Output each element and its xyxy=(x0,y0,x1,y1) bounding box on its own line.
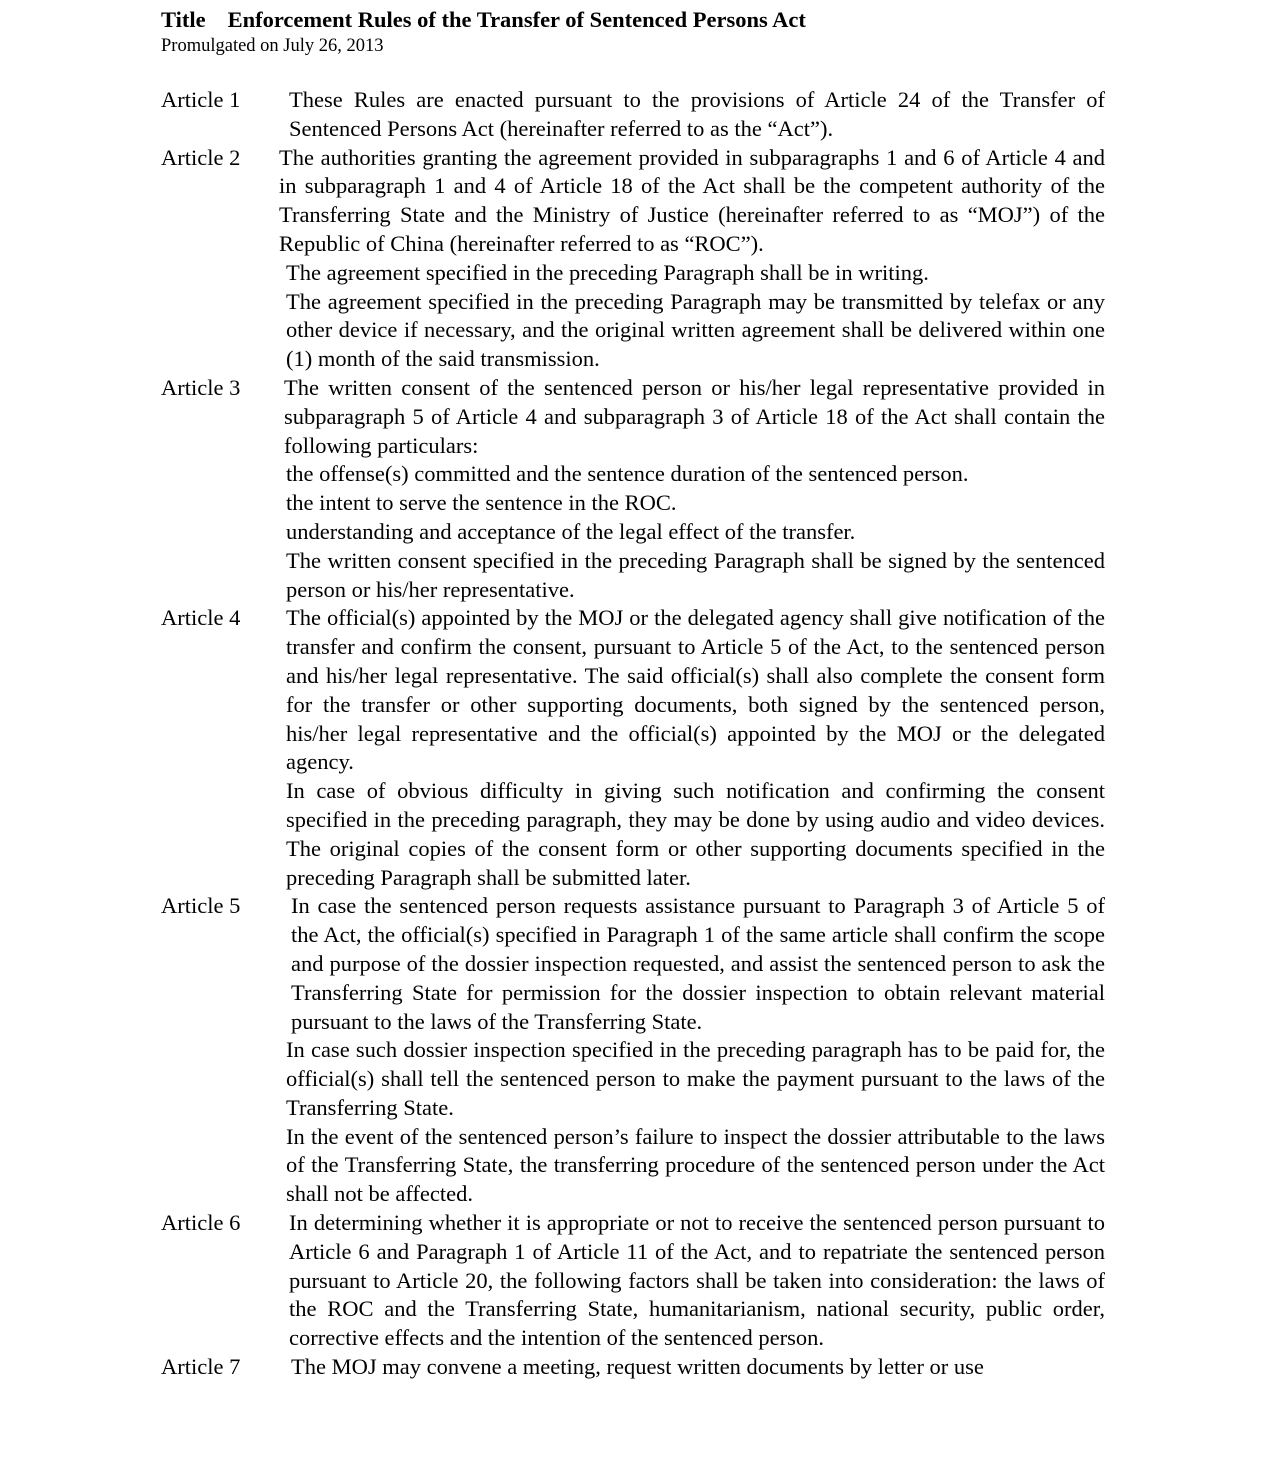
article-paragraph: The authorities granting the agreement provided in subparagraphs 1 and 6 of Article 4 and in subparagraph 1 and 4 of Article 18 of the Act shall be the competent authority of the Transferring State and the Ministry of Justice (hereinafter referred to as “MOJ”) of the Republic of China (hereinafter referred to as “ROC”). xyxy=(279,144,1105,256)
document-title xyxy=(161,6,1105,34)
article-paragraph: In the event of the sentenced person’s failure to inspect the dossier attributable to the laws of the Transferring State, the transferring procedure of the sentenced person under the Act shall not be affected. xyxy=(286,1123,1105,1207)
article-paragraph: The MOJ may convene a meeting, request written documents by letter or use xyxy=(291,1354,984,1380)
article-paragraph: The agreement specified in the preceding Paragraph may be transmitted by telefax or any other device if necessary, and the original written agreement shall be delivered within one (1) month of the said transmission. xyxy=(286,288,1105,372)
article-label: Article 7 xyxy=(161,1354,241,1380)
article-3 xyxy=(161,374,1105,604)
article-body xyxy=(289,1209,1105,1353)
article-paragraph: In case of obvious difficulty in giving such notification and confirming the consent specified in the preceding paragraph, they may be done by using audio and video devices. The original copies of the consent form or other supporting documents specified in the preceding Paragraph shall be submitted later. xyxy=(286,778,1105,890)
article-6 xyxy=(161,1209,1105,1353)
article-paragraph: understanding and acceptance of the legal effect of the transfer. xyxy=(286,518,856,544)
article-7 xyxy=(161,1353,1105,1382)
article-2 xyxy=(161,144,1105,374)
article-label: Article 5 xyxy=(161,893,241,919)
article-body xyxy=(286,892,1105,1209)
article-paragraph: In case the sentenced person requests assistance pursuant to Paragraph 3 of Article 5 of the Act, the official(s) specified in Paragraph 1 of the same article shall confirm the scope and purpose of the dossier inspection requested, and assist the sentenced person to ask the Transferring State for permission for the dossier inspection to obtain relevant material pursuant to the laws of the Transferring State. xyxy=(291,893,1105,1034)
article-paragraph: the intent to serve the sentence in the ROC. xyxy=(286,490,677,516)
article-label: Article 4 xyxy=(161,605,241,631)
article-body xyxy=(279,144,1105,374)
document-page xyxy=(161,6,1105,1382)
article-4 xyxy=(161,604,1105,892)
article-body xyxy=(286,1353,1105,1382)
article-label: Article 3 xyxy=(161,374,241,400)
article-body xyxy=(286,86,1105,144)
promulgation-date: Promulgated on July 26, 2013 xyxy=(161,36,384,56)
article-body xyxy=(286,604,1105,892)
article-1 xyxy=(161,86,1105,144)
title-text: Enforcement Rules of the Transfer of Sentenced Persons Act xyxy=(227,7,806,32)
article-body xyxy=(286,374,1105,604)
article-label: Article 2 xyxy=(161,144,241,170)
article-label: Article 6 xyxy=(161,1210,241,1236)
article-paragraph: The written consent specified in the preceding Paragraph shall be signed by the sentenced person or his/her representative. xyxy=(286,547,1105,602)
title-word: Title xyxy=(161,7,206,32)
article-5 xyxy=(161,892,1105,1209)
article-paragraph: The official(s) appointed by the MOJ or the delegated agency shall give notification of the transfer and confirm the consent, pursuant to Article 5 of the Act, to the sentenced person and his/her legal representative. The said official(s) shall also complete the consent form for the transfer or other supporting documents, both signed by the sentenced person, his/her legal representative and the official(s) appointed by the MOJ or the delegated agency. xyxy=(286,605,1105,775)
article-paragraph: the offense(s) committed and the sentence duration of the sentenced person. xyxy=(286,461,969,487)
articles-list xyxy=(161,86,1105,1382)
article-paragraph: In case such dossier inspection specified in the preceding paragraph has to be paid for, the official(s) shall tell the sentenced person to make the payment pursuant to the laws of the Transferring State. xyxy=(286,1037,1105,1120)
article-paragraph: The agreement specified in the preceding Paragraph shall be in writing. xyxy=(286,259,929,285)
article-paragraph: These Rules are enacted pursuant to the provisions of Article 24 of the Transfer of Sentenced Persons Act (hereinafter referred to as the “Act”). xyxy=(289,87,1105,141)
article-paragraph: In determining whether it is appropriate or not to receive the sentenced person pursuant to Article 6 and Paragraph 1 of Article 11 of the Act, and to repatriate the sentenced person pursuant to Article 20, the following factors shall be taken into consideration: the laws of the ROC and the Transferring State, humanitarianism, national security, public order, corrective effects and the intention of the sentenced person. xyxy=(289,1210,1105,1351)
article-paragraph: The written consent of the sentenced person or his/her legal representative provided in subparagraph 5 of Article 4 and subparagraph 3 of Article 18 of the Act shall contain the following particulars: xyxy=(284,374,1105,458)
article-label: Article 1 xyxy=(161,87,241,112)
